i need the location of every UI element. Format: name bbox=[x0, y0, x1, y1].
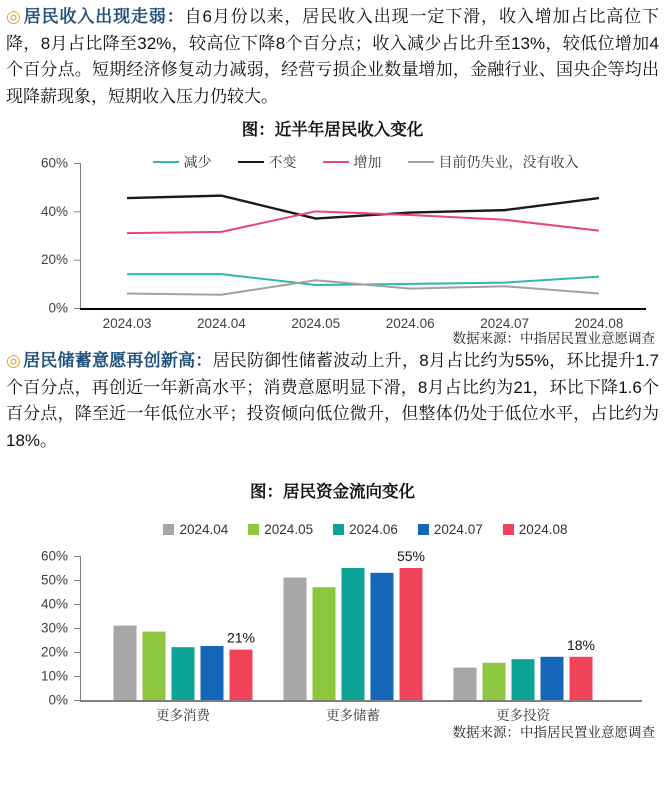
legend-item bbox=[503, 522, 568, 537]
bar-chart-legend bbox=[86, 522, 645, 537]
x-tick-label: 2024.07 bbox=[480, 316, 530, 332]
legend-item bbox=[333, 522, 398, 537]
y-tick-label: 50% bbox=[40, 572, 68, 588]
bar-2024.06 bbox=[512, 659, 535, 700]
legend-swatch-icon bbox=[248, 524, 259, 535]
bullet-icon: ◎ bbox=[6, 351, 22, 371]
legend-item bbox=[418, 522, 483, 537]
x-category-label: 更多消费 bbox=[156, 708, 210, 724]
legend-swatch-icon bbox=[503, 524, 514, 535]
line-chart bbox=[6, 142, 659, 336]
y-tick-label: 20% bbox=[40, 252, 68, 268]
legend-label: 减少 bbox=[183, 154, 212, 171]
bar-2024.07 bbox=[371, 573, 394, 700]
legend-item bbox=[323, 152, 382, 172]
x-tick-label: 2024.08 bbox=[574, 316, 624, 332]
legend-label: 不变 bbox=[268, 154, 297, 171]
y-tick-label: 0% bbox=[48, 300, 68, 316]
bar-value-label: 18% bbox=[566, 636, 596, 653]
legend-item bbox=[408, 152, 579, 172]
bar-2024.08 bbox=[230, 650, 253, 700]
legend-item bbox=[248, 522, 313, 537]
series-line-不变 bbox=[127, 196, 599, 219]
legend-swatch-icon bbox=[333, 524, 344, 535]
bar-2024.04 bbox=[454, 668, 477, 700]
bar-2024.05 bbox=[483, 663, 506, 700]
legend-label: 2024.05 bbox=[264, 522, 314, 538]
bar-2024.07 bbox=[541, 657, 564, 700]
legend-swatch-icon bbox=[323, 161, 349, 164]
series-line-目前仍失业，没有收入 bbox=[127, 280, 599, 295]
series-line-减少 bbox=[127, 274, 599, 285]
bar-2024.07 bbox=[201, 646, 224, 700]
legend-swatch-icon bbox=[238, 161, 264, 164]
paragraph-body: 居民防御性储蓄波动上升，8月占比约为55%，环比提升1.7个百分点，再创近一年新高水平；消费意愿明显下滑，8月占比约为21，环比下降1.6个百分点，降至近一年低位水平；投资倾向低位微升，但整体仍处于低位水平，占比约为18%。 bbox=[6, 351, 659, 450]
x-tick-label: 2024.03 bbox=[102, 316, 152, 332]
bar-2024.08 bbox=[400, 568, 423, 700]
legend-item bbox=[163, 522, 228, 537]
bar-chart bbox=[6, 504, 659, 732]
bar-2024.05 bbox=[143, 632, 166, 700]
y-tick-label: 20% bbox=[40, 644, 68, 660]
bar-chart-title: 图：居民资金流向变化 bbox=[250, 483, 415, 502]
legend-label: 2024.06 bbox=[349, 522, 398, 538]
y-tick-label: 40% bbox=[40, 203, 68, 219]
bar-2024.05 bbox=[313, 587, 336, 700]
bar-value-label: 21% bbox=[226, 629, 256, 646]
bar-2024.06 bbox=[172, 647, 195, 700]
y-tick-label: 10% bbox=[40, 668, 68, 684]
y-tick-label: 40% bbox=[40, 596, 68, 612]
legend-swatch-icon bbox=[163, 524, 174, 535]
legend-label: 2024.08 bbox=[518, 522, 568, 538]
bar-2024.08 bbox=[570, 657, 593, 700]
x-category-label: 更多储蓄 bbox=[326, 708, 380, 724]
line-chart-legend bbox=[86, 152, 645, 172]
legend-swatch-icon bbox=[153, 161, 179, 164]
y-tick-label: 60% bbox=[40, 548, 68, 564]
legend-swatch-icon bbox=[418, 524, 429, 535]
legend-label: 目前仍失业，没有收入 bbox=[438, 154, 579, 171]
paragraph-lead: 居民收入出现走弱： bbox=[23, 7, 185, 26]
bar-chart-source: 数据来源：中指居民置业意愿调查 bbox=[452, 725, 655, 741]
bar-2024.04 bbox=[114, 626, 137, 700]
y-tick-label: 0% bbox=[48, 692, 68, 708]
legend-label: 增加 bbox=[353, 154, 382, 171]
bar-2024.06 bbox=[342, 568, 365, 700]
paragraph-saving-intention bbox=[6, 348, 659, 454]
paragraph-body: 自6月份以来，居民收入出现一定下滑，收入增加占比高位下降，8月占比降至32%，较高位下降8个百分点；收入减少占比升至13%，较低位增加4个百分点。短期经济修复动力减弱，经营亏损企业数量增加，金融行业、国央企等均出现降薪现象，短期收入压力仍较大。 bbox=[6, 7, 659, 106]
y-tick-label: 30% bbox=[40, 620, 68, 636]
bullet-icon: ◎ bbox=[6, 7, 22, 26]
bar-value-label: 55% bbox=[396, 548, 426, 565]
line-chart-title: 图：近半年居民收入变化 bbox=[241, 121, 424, 140]
legend-item bbox=[153, 152, 212, 172]
x-tick-label: 2024.05 bbox=[291, 316, 341, 332]
paragraph-income-weakening bbox=[6, 4, 659, 110]
legend-item bbox=[238, 152, 297, 172]
x-tick-label: 2024.06 bbox=[385, 316, 435, 332]
legend-swatch-icon bbox=[408, 161, 434, 164]
y-tick-label: 60% bbox=[40, 155, 68, 171]
legend-label: 2024.07 bbox=[433, 522, 483, 538]
bar-2024.04 bbox=[284, 578, 307, 700]
x-tick-label: 2024.04 bbox=[196, 316, 246, 332]
line-chart-source: 数据来源：中指居民置业意愿调查 bbox=[452, 331, 655, 347]
bar-chart-canvas bbox=[6, 504, 659, 732]
paragraph-lead: 居民储蓄意愿再创新高： bbox=[23, 351, 213, 371]
legend-label: 2024.04 bbox=[179, 522, 229, 538]
x-category-label: 更多投资 bbox=[496, 708, 550, 724]
